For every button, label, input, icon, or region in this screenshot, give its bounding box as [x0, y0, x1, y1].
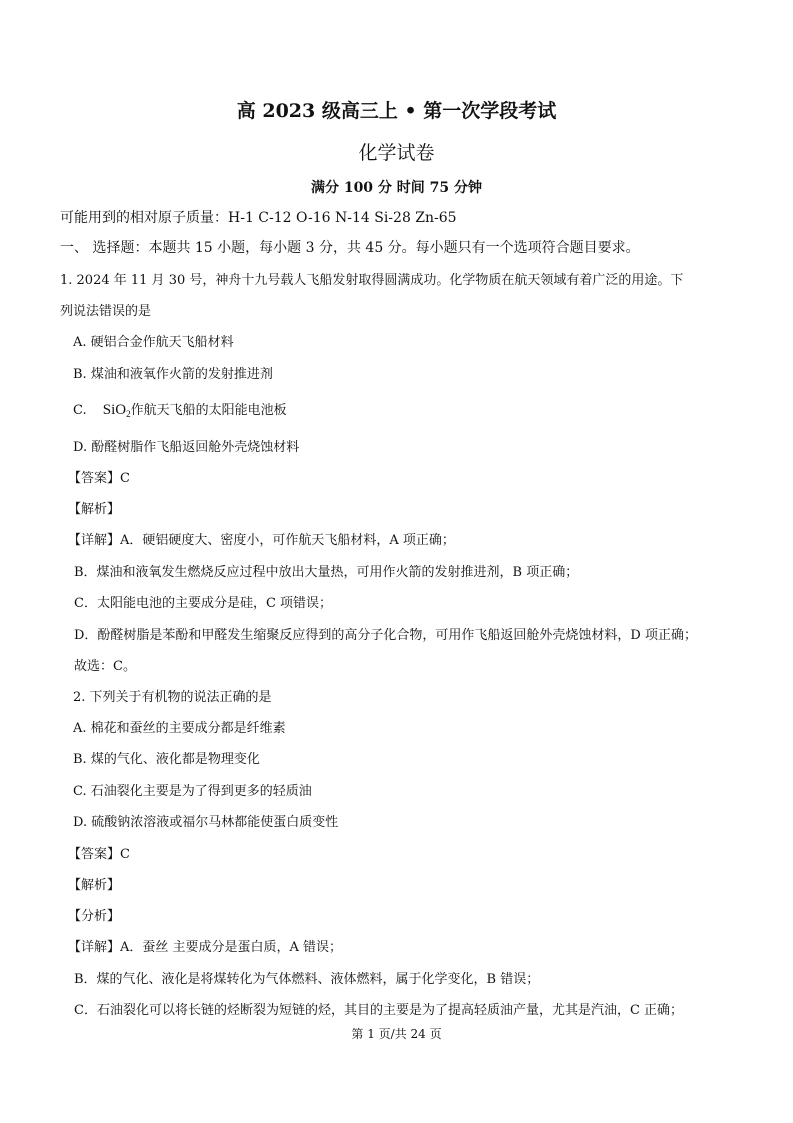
q2-option-d: D. 硫酸钠浓溶液或福尔马林都能使蛋白质变性	[73, 815, 339, 830]
q2-detail-a: 【详解】A．蚕丝 主要成分是蛋白质，A 错误；	[68, 940, 343, 955]
q1-conclusion: 故选：C。	[74, 659, 136, 674]
q2-stem: 2. 下列关于有机物的说法正确的是	[73, 690, 272, 705]
exam-info: 满分 100 分 时间 75 分钟	[310, 180, 483, 196]
exam-subtitle: 化学试卷	[358, 142, 435, 164]
q1-stem-line1: 1. 2024 年 11 月 30 号，神舟十九号载人飞船发射取得圆满成功。化学物质在航天领域有着广泛的用途。下	[60, 273, 684, 288]
q2-detail-b: B．煤的气化、液化是将煤转化为气体燃料、液体燃料，属于化学变化，B 错误；	[74, 972, 540, 987]
q1-option-c-text: 作航天飞船的太阳能电池板	[130, 403, 287, 418]
q1-detail-a: 【详解】A．硬铝硬度大、密度小，可作航天飞船材料，A 项正确；	[68, 533, 455, 548]
q1-option-b: B. 煤油和液氧作火箭的发射推进剂	[73, 367, 273, 382]
sio2-formula-base: SiO	[102, 402, 127, 418]
q1-detail-b: B．煤油和液氧发生燃烧反应过程中放出大量热，可用作火箭的发射推进剂，B 项正确；	[74, 565, 579, 580]
sio2-formula-subscript: 2	[126, 409, 131, 419]
q1-option-d: D. 酚醛树脂作飞船返回舱外壳烧蚀材料	[73, 440, 300, 455]
q2-option-c: C. 石油裂化主要是为了得到更多的轻质油	[73, 784, 312, 799]
q1-detail-d: D．酚醛树脂是苯酚和甲醛发生缩聚反应得到的高分子化合物，可用作飞船返回舱外壳烧蚀材料，D 项正确；	[74, 628, 697, 643]
q1-detail-c: C．太阳能电池的主要成分是硅，C 项错误；	[74, 596, 333, 611]
page-number: 第 1 页/共 24 页	[351, 1027, 442, 1041]
q2-detail-c: C．石油裂化可以将长链的烃断裂为短链的烃，其目的主要是为了提高轻质油产量，尤其是汽油，C 正确；	[74, 1003, 684, 1018]
sio2-formula	[103, 402, 131, 418]
q1-analysis: 【解析】	[68, 502, 121, 517]
q2-option-b: B. 煤的气化、液化都是物理变化	[73, 752, 260, 767]
atomic-masses: 可能用到的相对原子质量：H-1 C-12 O-16 N-14 Si-28 Zn-65	[60, 210, 457, 226]
q2-answer: 【答案】C	[68, 847, 130, 862]
q1-option-a: A. 硬铝合金作航天飞船材料	[73, 335, 234, 350]
q2-fenxi: 【分析】	[68, 909, 121, 924]
exam-title: 高 2023 级高三上 • 第一次学段考试	[236, 100, 557, 122]
q2-option-a: A. 棉花和蚕丝的主要成分都是纤维素	[73, 721, 286, 736]
q1-option-c	[73, 402, 287, 419]
q2-analysis: 【解析】	[68, 878, 121, 893]
q1-answer: 【答案】C	[68, 471, 130, 486]
section-heading: 一、 选择题：本题共 15 小题，每小题 3 分，共 45 分。每小题只有一个选项符合题目要求。	[60, 240, 640, 256]
q1-stem-line2: 列说法错误的是	[60, 304, 152, 319]
q1-option-c-letter: C.	[73, 403, 87, 418]
